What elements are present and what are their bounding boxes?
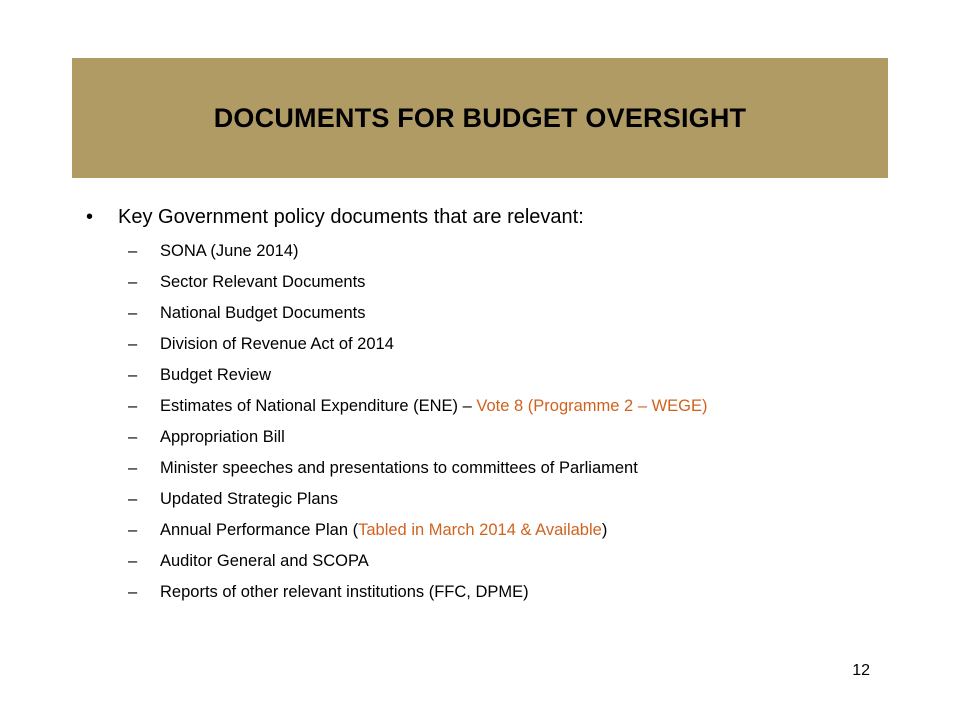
list-item — [86, 329, 906, 360]
dash-icon: – — [128, 304, 138, 322]
bullet-icon: • — [86, 206, 94, 228]
list-item-text — [160, 236, 299, 267]
list-item-text — [160, 267, 365, 298]
dash-icon: – — [128, 397, 138, 415]
dash-icon: – — [128, 428, 138, 446]
list-item-text — [160, 546, 369, 577]
list-item-main-text: Updated Strategic Plans — [160, 490, 338, 508]
list-item-highlight-text: Tabled in March 2014 & Available — [358, 521, 602, 539]
list-item-main-text: Minister speeches and presentations to committees of Parliament — [160, 459, 638, 477]
list-item-text — [160, 577, 529, 608]
list-item-text — [160, 391, 708, 422]
list-item-main-text: National Budget Documents — [160, 304, 366, 322]
slide-title: DOCUMENTS FOR BUDGET OVERSIGHT — [213, 102, 747, 133]
slide-content — [86, 202, 906, 608]
list-item-main-text: Appropriation Bill — [160, 428, 285, 446]
main-bullet-text: Key Government policy documents that are relevant: — [118, 206, 584, 228]
dash-icon: – — [128, 459, 138, 477]
list-item-tail-text: ) — [601, 521, 608, 539]
list-item-main-text: Estimates of National Expenditure (ENE) – — [160, 397, 477, 415]
list-item — [86, 236, 906, 267]
list-item-highlight-text: Vote 8 (Programme 2 – WEGE) — [476, 397, 708, 415]
list-item — [86, 360, 906, 391]
list-item-main-text: Division of Revenue Act of 2014 — [160, 335, 394, 353]
dash-icon: – — [128, 366, 138, 384]
dash-icon: – — [128, 273, 138, 291]
main-bullet — [86, 202, 906, 232]
list-item — [86, 422, 906, 453]
list-item-text — [160, 329, 394, 360]
page-number: 12 — [852, 662, 870, 679]
list-item-main-text: SONA (June 2014) — [160, 242, 299, 260]
document-list — [86, 236, 906, 608]
list-item-main-text: Auditor General and SCOPA — [160, 552, 369, 570]
list-item-text — [160, 453, 638, 484]
list-item-text — [160, 484, 338, 515]
list-item — [86, 515, 906, 546]
dash-icon: – — [128, 521, 138, 539]
dash-icon: – — [128, 552, 138, 570]
list-item-main-text: Reports of other relevant institutions (FFC, DPME) — [160, 583, 529, 601]
list-item-text — [160, 515, 607, 546]
title-band — [72, 58, 888, 178]
list-item — [86, 391, 906, 422]
list-item-main-text: Annual Performance Plan ( — [160, 521, 359, 539]
list-item-main-text: Sector Relevant Documents — [160, 273, 366, 291]
list-item-text — [160, 360, 271, 391]
list-item — [86, 453, 906, 484]
dash-icon: – — [128, 490, 138, 508]
list-item — [86, 298, 906, 329]
list-item-text — [160, 298, 365, 329]
list-item — [86, 577, 906, 608]
dash-icon: – — [128, 242, 138, 260]
list-item-main-text: Budget Review — [160, 366, 271, 384]
list-item — [86, 267, 906, 298]
dash-icon: – — [128, 583, 138, 601]
dash-icon: – — [128, 335, 138, 353]
list-item-text — [160, 422, 285, 453]
list-item — [86, 484, 906, 515]
list-item — [86, 546, 906, 577]
